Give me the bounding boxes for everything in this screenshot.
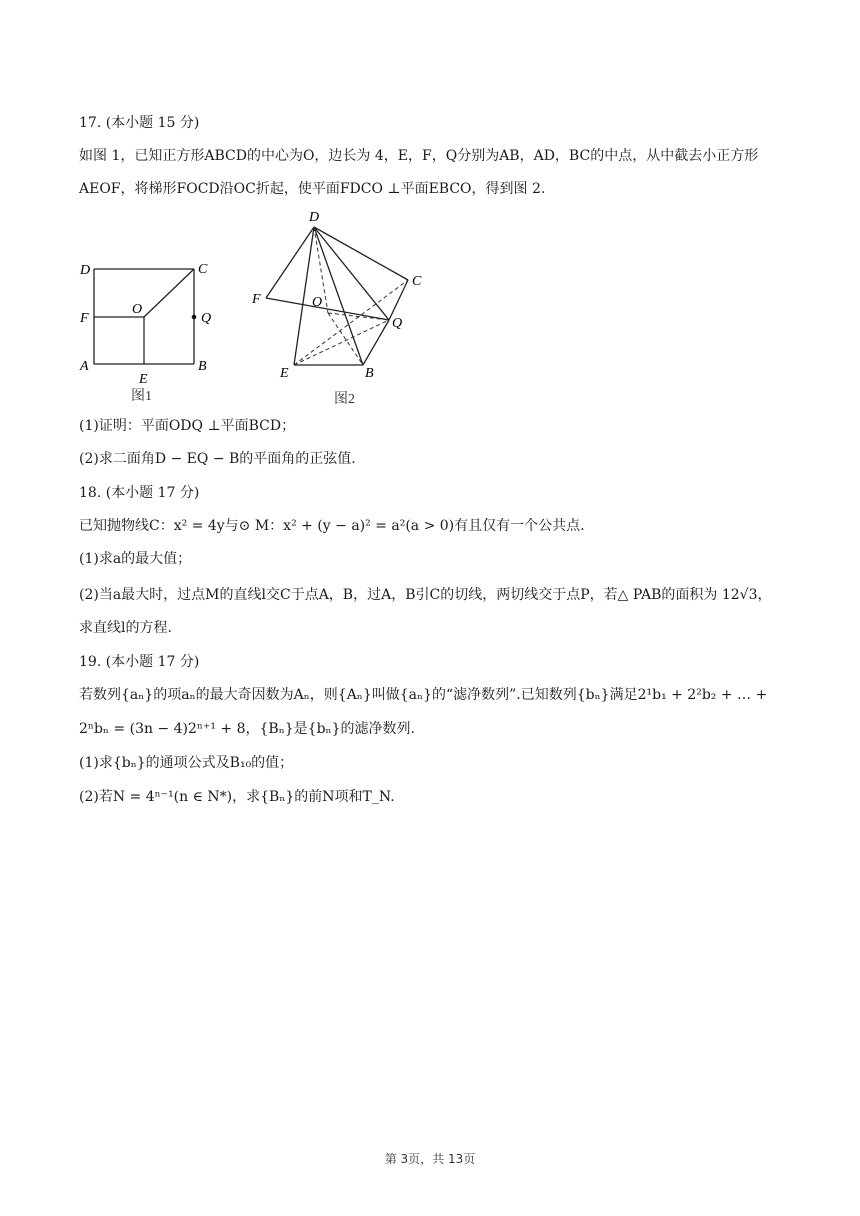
q19-part2: (2)若N = 4ⁿ⁻¹(n ∈ N*)，求{Bₙ}的前N项和T_N.	[79, 789, 395, 805]
page-footer: 第 3页，共 13页	[384, 1152, 476, 1166]
fig2-edge-BQ	[363, 320, 389, 365]
fig2-label-F: F	[252, 292, 261, 307]
figure-1	[72, 252, 232, 412]
fig1-label-O: O	[132, 302, 143, 317]
figure-2	[248, 205, 448, 410]
fig2-edge-DF	[266, 227, 314, 298]
q17-part2: (2)求二面角D − EQ − B的平面角的正弦值.	[79, 451, 356, 467]
fig2-edge-FQ	[266, 298, 389, 320]
fig1-q-point	[192, 315, 197, 320]
fig2-edge-DC	[314, 227, 408, 280]
q18-part2-line1: (2)当a最大时，过点M的直线l交C于点A，B，过A，B引C的切线，两切线交于点P，若△ PAB的面积为 12√3，	[79, 587, 772, 603]
fig2-label-D: D	[309, 210, 320, 225]
fig1-oc-line	[144, 269, 194, 317]
fig2-dash-EC	[294, 280, 408, 365]
fig1-label-D: D	[80, 263, 91, 278]
fig2-label-B: B	[365, 366, 374, 381]
fig2-edge-QC	[389, 280, 408, 320]
fig1-caption: 图1	[131, 389, 152, 404]
fig2-edge-DE	[294, 227, 314, 365]
fig2-label-Q: Q	[392, 316, 403, 331]
fig2-edge-DQ	[314, 227, 389, 320]
q19-stem-line2: 2ⁿbₙ = (3n − 4)2ⁿ⁺¹ + 8，{Bₙ}是{bₙ}的滤净数列.	[79, 721, 415, 737]
fig2-caption: 图2	[334, 392, 355, 407]
q17-header: 17. (本小题 15 分)	[79, 115, 200, 131]
fig2-label-C: C	[412, 274, 422, 289]
q17-part1: (1)证明：平面ODQ ⊥平面BCD；	[79, 418, 296, 434]
fig2-dash-OB	[328, 313, 363, 365]
q19-part1: (1)求{bₙ}的通项公式及B₁₀的值；	[79, 755, 294, 771]
q18-stem: 已知抛物线C：x² = 4y与⊙ M：x² + (y − a)² = a²(a > 0)有且仅有一个公共点.	[79, 518, 585, 534]
fig2-label-O: O	[312, 295, 323, 310]
q19-stem-line1: 若数列{aₙ}的项aₙ的最大奇因数为Aₙ，则{Aₙ}叫做{aₙ}的“滤净数列”.已知数列{bₙ}满足2¹b₁ + 2²b₂ + … +	[79, 687, 768, 703]
fig1-label-B: B	[198, 359, 207, 374]
fig2-dash-EQ	[294, 320, 389, 365]
fig1-label-F: F	[80, 311, 89, 326]
fig1-label-Q: Q	[201, 311, 212, 326]
fig2-label-E: E	[280, 366, 289, 381]
q18-part1: (1)求a的最大值；	[79, 551, 192, 567]
fig1-label-A: A	[80, 359, 89, 374]
q18-part2-line2: 求直线l的方程.	[79, 620, 172, 636]
q17-stem-line1: 如图 1，已知正方形ABCD的中心为O，边长为 4，E，F，Q分别为AB，AD，BC的中点，从中截去小正方形	[79, 148, 759, 164]
q17-stem-line2: AEOF，将梯形FOCD沿OC折起，使平面FDCO ⊥平面EBCO，得到图 2.	[79, 181, 546, 197]
q18-header: 18. (本小题 17 分)	[79, 485, 200, 501]
q19-header: 19. (本小题 17 分)	[79, 654, 200, 670]
fig1-label-E: E	[139, 372, 148, 387]
fig1-label-C: C	[198, 262, 208, 277]
